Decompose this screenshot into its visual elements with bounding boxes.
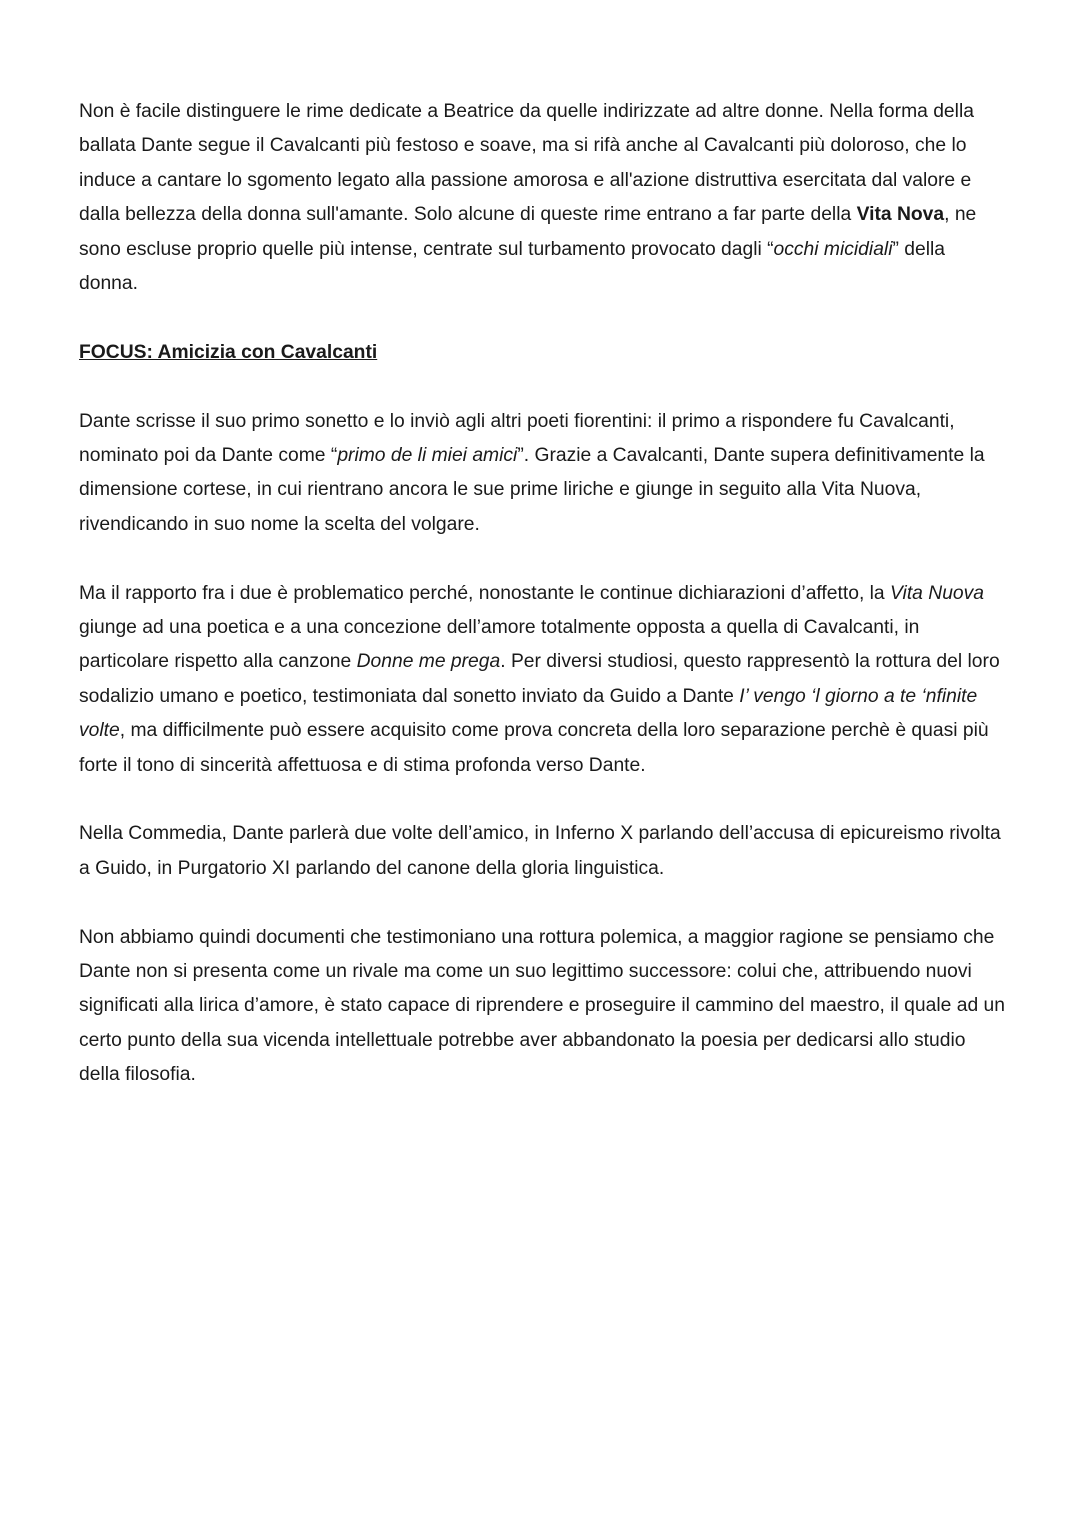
section-heading [79, 336, 1009, 370]
text-span-italic: occhi micidiali [773, 238, 893, 260]
paragraph-rime-beatrice [79, 95, 1009, 301]
text-span: Ma il rapporto fra i due è problematico perché, nonostante le continue dichiarazioni d’affetto, la [79, 582, 891, 604]
document-page [79, 95, 1009, 1127]
text-span: Nella Commedia, Dante parlerà due volte dell’amico, in Inferno X parlando dell’accusa di epicureismo rivolta a Guido, in Purgatorio XI parlando del canone della gloria linguistica. [79, 823, 1001, 879]
paragraph-commedia [79, 817, 1009, 886]
text-span: , ma difficilmente può essere acquisito come prova concreta della loro separazione perchè è quasi più forte il tono di sincerità affettuosa e di stima profonda verso Dante. [79, 720, 989, 776]
text-span-bold: Vita Nova [856, 204, 945, 226]
text-span: . Per diversi studiosi, questo rappresentò la rottura del loro sodalizio umano e poetico, testimoniata dal sonetto inviato da Guido a Dante [79, 651, 1000, 707]
text-span-italic: Vita Nuova [890, 582, 984, 604]
paragraph-rapporto-problematico [79, 577, 1009, 783]
text-span: Dante scrisse il suo primo sonetto e lo inviò agli altri poeti fiorentini: il primo a rispondere fu Cavalcanti, nominato poi da Dante come “ [79, 410, 955, 467]
text-span: , ne sono escluse proprio quelle più intense, centrate sul turbamento provocato dagli “ [79, 204, 977, 260]
heading-text: FOCUS: Amicizia con Cavalcanti [79, 341, 378, 363]
text-span-italic: primo de li miei amici [337, 445, 518, 467]
text-span-italic: I’ vengo ‘l giorno a te ‘nfinite volte [79, 685, 978, 742]
text-span: Non è facile distinguere le rime dedicate a Beatrice da quelle indirizzate ad altre donne. Nella forma della ballata Dante segue il Cavalcanti più festoso e soave, ma si rifà anche al Cavalcanti più doloroso, che lo induce a cantare lo sgomento legato alla passione amorosa e all'azione distruttiva esercitata dal valore e dalla bellezza della donna sull'amante. Solo alcune di queste rime entrano a far parte della [79, 101, 974, 226]
text-span: Non abbiamo quindi documenti che testimoniano una rottura polemica, a maggior ragione se pensiamo che Dante non si presenta come un rivale ma come un suo legittimo successore: colui che, attribuendo nuovi significati alla lirica d’amore, è stato capace di riprendere e proseguire il cammino del maestro, il quale ad un certo punto della sua vicenda intellettuale potrebbe aver abbandonato la poesia per dedicarsi allo studio della filosofia. [79, 926, 1005, 1086]
paragraph-primo-sonetto [79, 405, 1009, 543]
text-span-italic: Donne me prega [356, 651, 501, 673]
paragraph-conclusione [79, 921, 1009, 1093]
text-span: giunge ad una poetica e a una concezione dell’amore totalmente opposta a quella di Cavalcanti, in particolare rispetto alla canzone [79, 617, 920, 673]
text-span: ” della donna. [79, 238, 945, 295]
text-span: ”. Grazie a Cavalcanti, Dante supera definitivamente la dimensione cortese, in cui rientrano ancora le sue prime liriche e giunge in seguito alla Vita Nuova, rivendicando in suo nome la scelta del volgare. [79, 445, 985, 535]
